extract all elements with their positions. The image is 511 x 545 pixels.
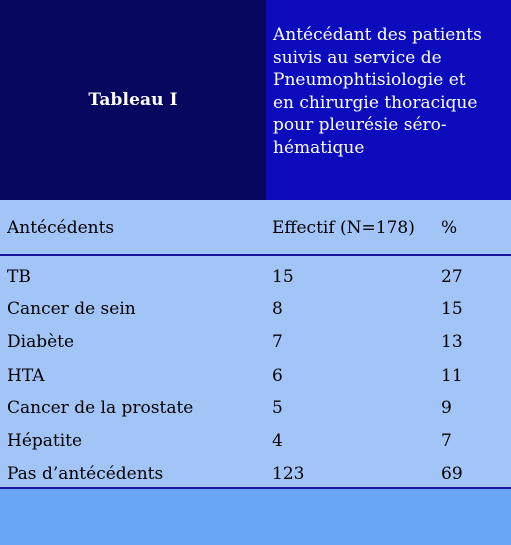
row-label: HTA [7,366,45,386]
row-count: 8 [272,299,283,319]
table-title-cell [0,0,266,200]
row-percent: 13 [441,332,463,352]
column-header-row [0,200,511,256]
column-header-percent: % [441,218,458,238]
row-count: 6 [272,366,283,386]
row-label: Diabète [7,332,75,352]
column-header-effectif: Effectif (N=178) [272,218,415,238]
row-label: Cancer de la prostate [7,398,194,418]
row-percent: 15 [441,299,463,319]
table-caption-cell [266,0,511,200]
table-footer [0,489,511,545]
row-count: 15 [272,267,294,287]
row-label: Hépatite [7,431,83,451]
row-percent: 11 [441,366,463,386]
row-percent: 27 [441,267,463,287]
row-label: Pas d’antécédents [7,464,164,484]
table-title: Tableau I [88,90,178,110]
row-percent: 7 [441,431,452,451]
table-caption: Antécédant des patients suivis au service de Pneumophtisiologie et en chirurgie thoracique pour pleurésie séro- hématique [273,25,482,158]
row-count: 123 [272,464,305,484]
row-count: 5 [272,398,283,418]
column-header-antecedents: Antécédents [7,218,115,238]
table-body [0,256,511,489]
row-percent: 69 [441,464,463,484]
row-label: Cancer de sein [7,299,136,319]
row-count: 7 [272,332,283,352]
row-percent: 9 [441,398,452,418]
row-label: TB [7,267,31,287]
row-count: 4 [272,431,283,451]
table-header [0,0,511,200]
